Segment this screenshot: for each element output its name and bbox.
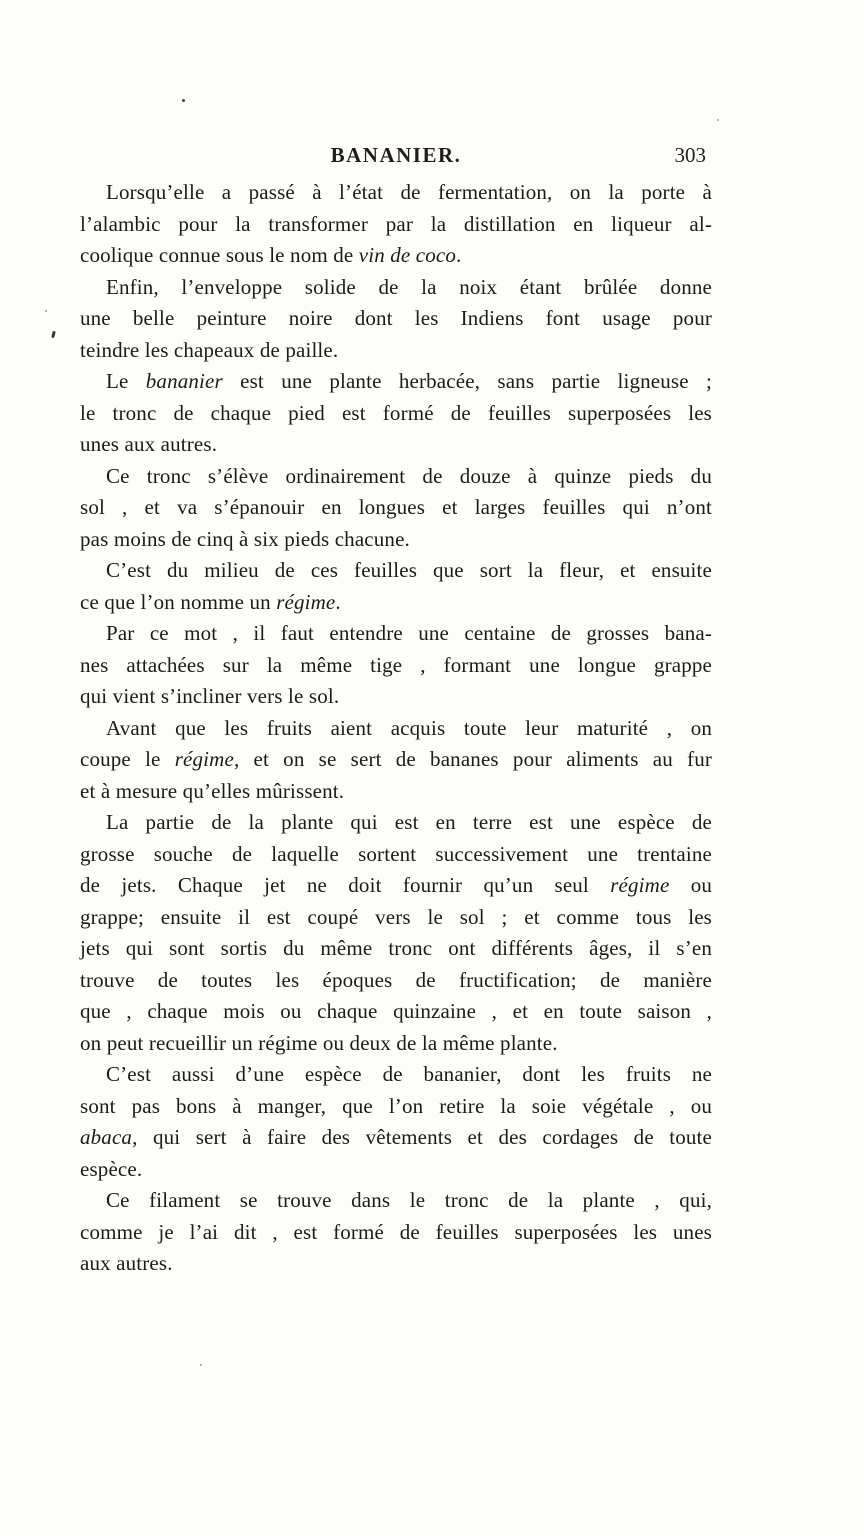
text-line [80,240,712,272]
text-line [80,807,712,839]
text-segment: le tronc de chaque pied est formé de feuilles superposées les [80,400,712,425]
text-line [80,555,712,587]
text-line [80,1122,712,1154]
text-segment: ce que l’on nomme un [80,589,277,614]
text-line [80,303,712,335]
text-line [80,839,712,871]
page-number: 303 [674,143,706,167]
text-line [80,1185,712,1217]
paragraph [80,461,712,556]
scan-speck [200,1364,202,1366]
text-segment: . [456,243,462,267]
text-segment: et à mesure qu’elles mûrissent. [80,778,345,803]
text-segment: sont pas bons à manger, que l’on retire la soie végétale , ou [80,1093,712,1118]
text-line [80,1154,712,1186]
paragraph [80,555,712,618]
text-line [80,713,712,745]
scan-speck [182,99,185,102]
paragraph [80,1185,712,1280]
text-line [80,870,712,902]
text-line [80,398,712,430]
text-line [80,209,712,241]
text-line [80,1248,712,1280]
running-title: BANANIER. [330,143,462,167]
text-segment: trouve de toutes les époques de fructification; de manière [80,967,712,992]
text-segment: on peut recueillir un régime ou deux de la même plante. [80,1030,558,1055]
text-line [80,965,712,997]
text-line [80,177,712,209]
scan-speck [45,310,47,312]
text-segment: aux autres. [80,1251,173,1275]
text-segment: l’alambic pour la transformer par la distillation en liqueur al- [80,211,712,236]
text-segment: Enfin, l’enveloppe solide de la noix étant brûlée donne [106,274,712,299]
text-line [80,429,712,461]
text-segment: jets qui sont sortis du même tronc ont différents âges, il s’en [80,936,712,960]
paragraph [80,1059,712,1185]
text-segment: grappe; ensuite il est coupé vers le sol ; et comme tous les [80,904,712,929]
text-line [80,587,712,619]
text-segment: coupe le [80,747,175,771]
text-segment: unes aux autres. [80,432,218,456]
text-line [80,335,712,367]
text-segment: Ce filament se trouve dans le tronc de la plante , qui, [106,1188,712,1212]
text-line [80,996,712,1028]
text-segment: C’est du milieu de ces feuilles que sort la fleur, et ensuite [106,558,712,582]
text-segment: , qui sert à faire des vêtements et des cordages de toute [132,1125,712,1149]
text-segment: . [335,589,341,614]
text-segment: nes attachées sur la même tige , formant une longue grappe [80,652,712,677]
paragraph [80,366,712,461]
text-segment: Le [106,369,146,393]
text-segment: La partie de la plante qui est en terre est une espèce de [106,810,712,834]
text-line [80,461,712,493]
italic-text: bananier [145,369,223,393]
paragraph [80,618,712,713]
italic-text: régime [276,589,336,614]
text-segment: coolique connue sous le nom de [80,243,359,267]
text-segment: est une plante herbacée, sans partie ligneuse ; [222,369,712,393]
text-segment: Par ce mot , il faut entendre une centaine de grosses bana- [106,621,712,645]
text-segment: de jets. Chaque jet ne doit fournir qu’un seul [80,873,611,897]
paragraph [80,177,712,272]
page-header [80,143,712,169]
text-segment: pas moins de cinq à six pieds chacune. [80,526,410,551]
text-line [80,524,712,556]
page-body [80,177,712,1280]
text-segment: comme je l’ai dit , est formé de feuilles superposées les unes [80,1219,712,1244]
text-segment: Ce tronc s’élève ordinairement de douze à quinze pieds du [106,463,712,488]
paragraph [80,713,712,808]
text-segment: qui vient s’incliner vers le sol. [80,684,340,708]
text-segment: ou [669,873,713,897]
text-segment: que , chaque mois ou chaque quinzaine , et en toute saison , [80,999,712,1023]
text-line [80,492,712,524]
text-line [80,650,712,682]
text-segment: grosse souche de laquelle sortent successivement une trentaine [80,841,712,866]
italic-text: abaca [80,1125,133,1149]
text-line [80,272,712,304]
text-line [80,933,712,965]
text-line [80,366,712,398]
italic-text: régime [174,747,234,771]
text-line [80,1091,712,1123]
text-line [80,744,712,776]
text-line [80,902,712,934]
text-line [80,1028,712,1060]
text-segment: espèce. [80,1156,143,1181]
text-segment: C’est aussi d’une espèce de bananier, dont les fruits ne [106,1062,712,1086]
text-line [80,681,712,713]
text-segment: teindre les chapeaux de paille. [80,337,339,362]
paragraph [80,272,712,367]
text-segment: sol , et va s’épanouir en longues et larges feuilles qui n’ont [80,495,712,519]
text-line [80,618,712,650]
scan-speck [717,119,719,121]
text-line [80,776,712,808]
italic-text: vin de coco [358,243,457,267]
text-line [80,1059,712,1091]
text-segment: Lorsqu’elle a passé à l’état de fermentation, on la porte à [106,180,712,204]
text-segment: , et on se sert de bananes pour aliments au fur [233,747,712,771]
paragraph [80,807,712,1059]
text-segment: une belle peinture noire dont les Indiens font usage pour [80,306,712,330]
italic-text: régime [610,873,670,897]
text-segment: Avant que les fruits aient acquis toute leur maturité , on [106,715,712,740]
scan-speck [51,331,56,339]
text-line [80,1217,712,1249]
